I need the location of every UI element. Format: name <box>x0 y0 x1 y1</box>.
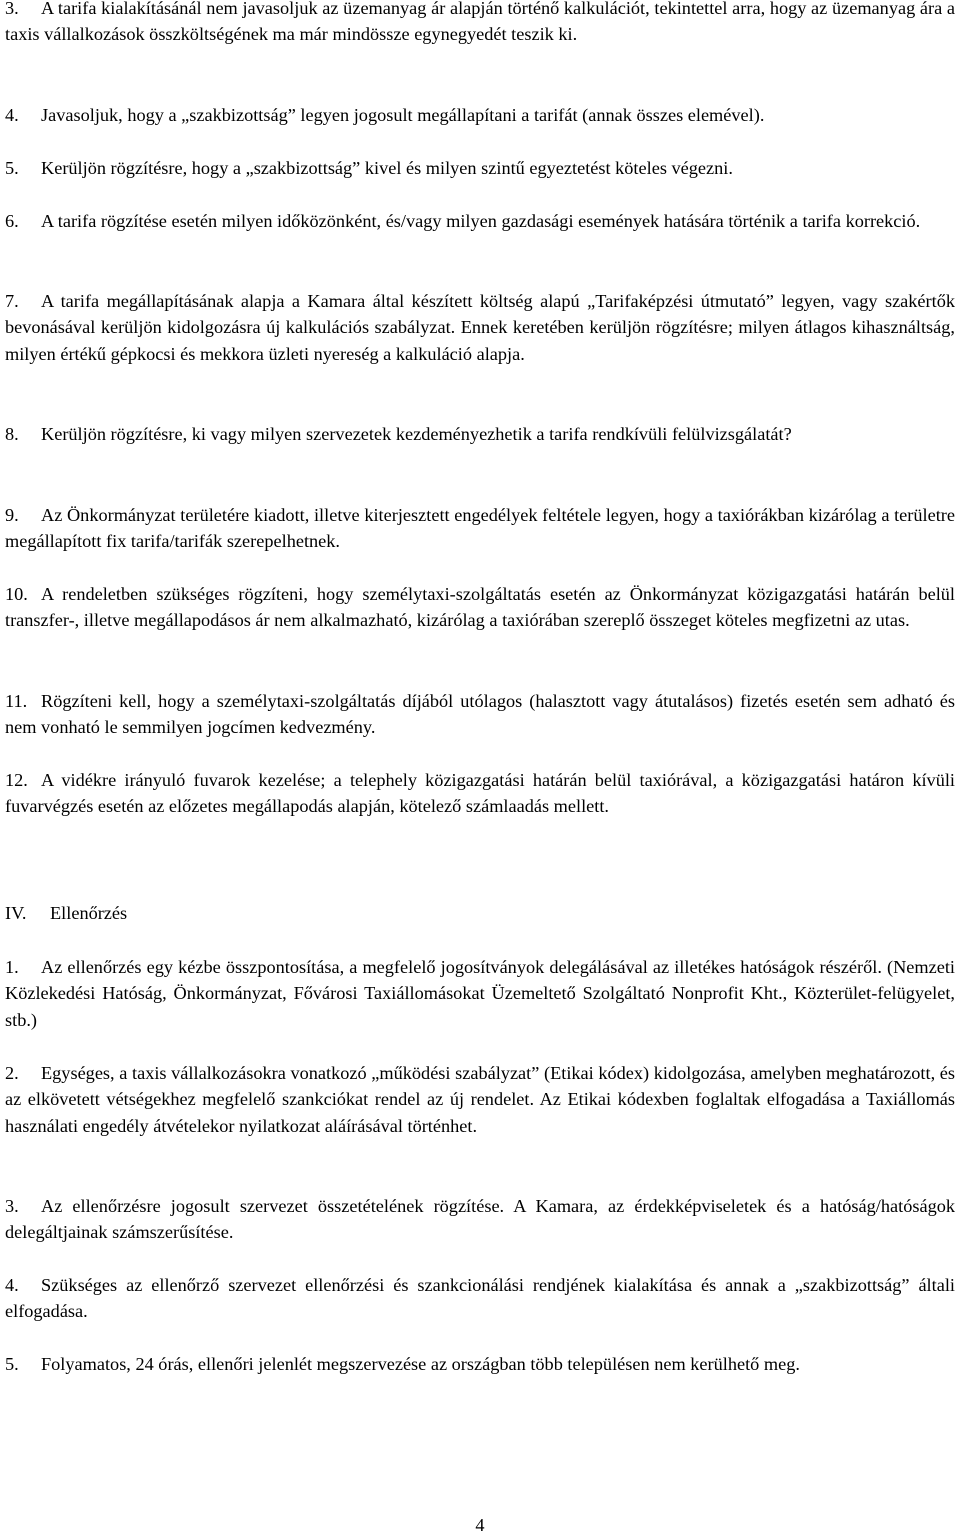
list-item-text: A vidékre irányuló fuvarok kezelése; a telephely közigazgatási határán belül taxiórával, a közigazgatási határon kívüli fuvarvégzés esetén az előzetes megállapodás alapján, kötelező számlaadás mellett. <box>5 770 955 817</box>
list-item-text: A tarifa rögzítése esetén milyen időközönként, és/vagy milyen gazdasági események hatására történik a tarifa korrekció. <box>41 211 921 231</box>
list-item-4 <box>5 102 955 128</box>
list-item-7 <box>5 288 955 367</box>
list-item-text: Javasoljuk, hogy a „szakbizottság” legyen jogosult megállapítani a tarifát (annak összes elemével). <box>41 105 765 125</box>
list-item-9 <box>5 502 955 555</box>
page-number: 4 <box>475 1515 485 1535</box>
list-item-text: A rendeletben szükséges rögzíteni, hogy személytaxi-szolgáltatás esetén az Önkormányzat közigazgatási határán belül transzfer-, illetve megállapodásos ár nem alkalmazható, kizárólag a taxiórában szereplő összeget köteles megfizetni az utas. <box>5 584 955 631</box>
list-item-text: Folyamatos, 24 órás, ellenőri jelenlét megszervezése az országban több településen nem kerülhető meg. <box>41 1354 800 1374</box>
list-item-5 <box>5 155 955 181</box>
list-item-text: Rögzíteni kell, hogy a személytaxi-szolgáltatás díjából utólagos (halasztott vagy átutalásos) fizetés esetén sem adható és nem vonható le semmilyen jogcímen kedvezmény. <box>5 691 955 738</box>
list-item-text: Egységes, a taxis vállalkozásokra vonatkozó „működési szabályzat” (Etikai kódex) kidolgozása, amelyben meghatározott, és az elkövetett vétségekhez megfelelő szankciókat rendel az új rendelet. Az Etikai kódexben foglaltak elfogadása a Taxiállomás használati engedély átvételekor nyilatkozat aláírásával történhet. <box>5 1063 955 1136</box>
list-item-number: 11. <box>5 691 28 711</box>
list-item-8 <box>5 421 955 447</box>
list-item-number: 1. <box>5 957 19 977</box>
list-item-number: 12. <box>5 770 28 790</box>
section-item-4 <box>5 1272 955 1325</box>
list-item-11 <box>5 688 955 741</box>
list-item-number: 10. <box>5 584 28 604</box>
list-item-text: Az ellenőrzés egy kézbe összpontosítása, a megfelelő jogosítványok delegálásával az illetékes hatóságok részéről. (Nemzeti Közlekedési Hatóság, Önkormányzat, Fővárosi Taxiállomásokat Üzemeltető Szolgáltató Nonprofit Kht., Közterület-felügyelet, stb.) <box>5 957 955 1030</box>
list-item-number: 4. <box>5 1275 19 1295</box>
list-item-number: 9. <box>5 505 19 525</box>
list-item-text: Az ellenőrzésre jogosult szervezet összetételének rögzítése. A Kamara, az érdekképviseletek és a hatóság/hatóságok delegáltjainak számszerűsítése. <box>5 1196 955 1243</box>
list-item-number: 5. <box>5 1354 19 1374</box>
list-item-number: 7. <box>5 291 19 311</box>
list-item-number: 3. <box>5 0 19 18</box>
section-title: Ellenőrzés <box>50 903 128 923</box>
section-number: IV. <box>5 903 27 923</box>
list-item-10 <box>5 581 955 634</box>
list-item-number: 5. <box>5 158 19 178</box>
list-item-text: Az Önkormányzat területére kiadott, illetve kiterjesztett engedélyek feltétele legyen, hogy a taxiórákban kizárólag a területre megállapított fix tarifa/tarifák szerepelhetnek. <box>5 505 955 552</box>
list-item-6 <box>5 208 955 234</box>
list-item-number: 8. <box>5 424 19 444</box>
list-item-text: Kerüljön rögzítésre, hogy a „szakbizottság” kivel és milyen szintű egyeztetést köteles végezni. <box>41 158 733 178</box>
section-item-3 <box>5 1193 955 1246</box>
section-item-5 <box>5 1351 955 1377</box>
list-item-number: 3. <box>5 1196 19 1216</box>
list-item-number: 2. <box>5 1063 19 1083</box>
list-item-number: 6. <box>5 211 19 231</box>
section-heading <box>5 900 127 926</box>
section-item-2 <box>5 1060 955 1139</box>
list-item-text: Kerüljön rögzítésre, ki vagy milyen szervezetek kezdeményezhetik a tarifa rendkívüli felülvizsgálatát? <box>41 424 792 444</box>
list-item-text: A tarifa megállapításának alapja a Kamara által készített költség alapú „Tarifaképzési útmutató” legyen, vagy szakértők bevonásával kerüljön kidolgozásra új kalkulációs szabályzat. Ennek keretében kerüljön rögzítésre; milyen átlagos kihasználtság, milyen értékű gépkocsi és mekkora üzleti nyereség a kalkuláció alapja. <box>5 291 955 364</box>
list-item-3 <box>5 0 955 48</box>
list-item-text: Szükséges az ellenőrző szervezet ellenőrzési és szankcionálási rendjének kialakítása és annak a „szakbizottság” általi elfogadása. <box>5 1275 955 1322</box>
section-item-1 <box>5 954 955 1033</box>
list-item-text: A tarifa kialakításánál nem javasoljuk az üzemanyag ár alapján történő kalkulációt, tekintettel arra, hogy az üzemanyag ára a taxis vállalkozások összköltségének ma már mindössze egynegyedét teszik ki. <box>5 0 955 45</box>
list-item-12 <box>5 767 955 820</box>
list-item-number: 4. <box>5 105 19 125</box>
